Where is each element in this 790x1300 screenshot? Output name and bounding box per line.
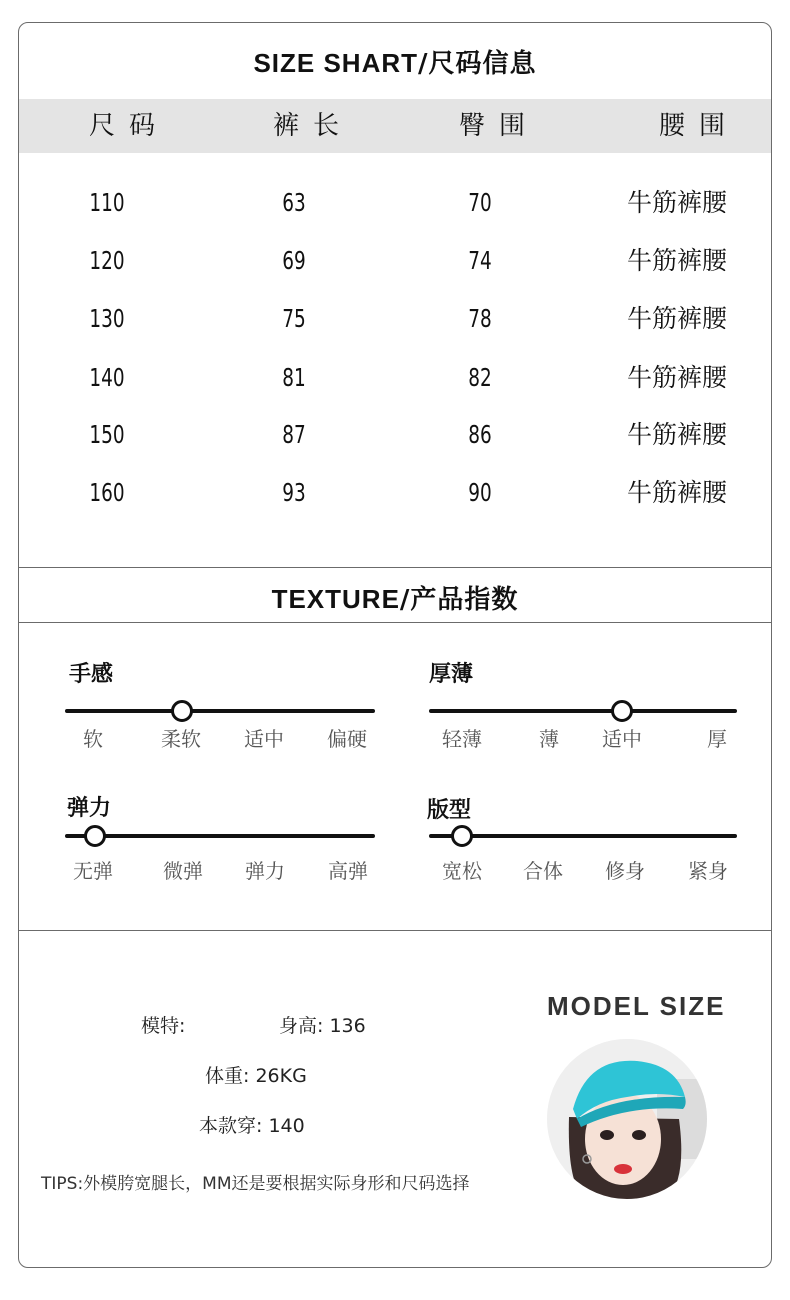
metric-tick: 宽松 [442, 859, 482, 883]
model-label: 模特: [141, 1015, 186, 1037]
metric-tick: 合体 [523, 859, 563, 883]
table-row [19, 473, 771, 513]
metric-title: 版型 [427, 798, 472, 823]
model-weight: 体重: 26KG [205, 1065, 307, 1087]
metric-tick: 厚 [707, 727, 727, 751]
waist-value: 牛筋裤腰 [626, 246, 727, 275]
length-value: 87 [282, 420, 306, 449]
size-title-en: SIZE SHART [253, 48, 419, 78]
table-row [19, 299, 771, 339]
length-value: 93 [282, 478, 306, 507]
tips-text: TIPS:外模胯宽腿长，MM还是要根据实际身形和尺码选择 [41, 1174, 470, 1194]
metric-tick: 适中 [244, 727, 284, 751]
metric-track [65, 709, 375, 713]
length-value: 69 [282, 246, 306, 275]
length-value: 75 [282, 304, 306, 333]
hip-value: 86 [468, 420, 492, 449]
metric-tick: 薄 [539, 727, 559, 751]
table-row [19, 415, 771, 455]
table-row [19, 183, 771, 223]
metric-indicator [171, 700, 193, 722]
size-value: 130 [89, 304, 125, 333]
waist-value: 牛筋裤腰 [626, 304, 727, 333]
metric-tick: 修身 [605, 859, 645, 883]
size-section-title [19, 43, 771, 80]
model-portrait-icon [547, 1039, 707, 1199]
waist-value: 牛筋裤腰 [626, 420, 727, 449]
size-value: 140 [89, 363, 125, 392]
waist-value: 牛筋裤腰 [626, 363, 727, 392]
size-value: 150 [89, 420, 125, 449]
texture-section-title [19, 579, 771, 616]
metric-indicator [611, 700, 633, 722]
section-divider [19, 622, 771, 623]
hip-value: 82 [468, 363, 492, 392]
header-size: 尺码 [88, 111, 169, 141]
table-row [19, 358, 771, 398]
metric-tick: 无弹 [73, 859, 113, 883]
metric-title: 手感 [69, 662, 114, 687]
hip-value: 70 [468, 188, 492, 217]
header-hip: 臀围 [458, 111, 539, 141]
hip-value: 90 [468, 478, 492, 507]
metric-indicator [84, 825, 106, 847]
length-value: 63 [282, 188, 306, 217]
size-value: 160 [89, 478, 125, 507]
size-value: 120 [89, 246, 125, 275]
metric-tick: 软 [83, 727, 103, 751]
size-chart-card [18, 22, 772, 1268]
metric-tick: 紧身 [688, 859, 728, 883]
metric-tick: 适中 [602, 727, 642, 751]
model-size-title: MODEL SIZE [547, 991, 726, 1021]
size-value: 110 [89, 188, 125, 217]
metric-tick: 柔软 [161, 727, 201, 751]
header-length: 裤长 [272, 111, 353, 141]
metric-tick: 轻薄 [442, 727, 482, 751]
model-height: 身高: 136 [279, 1015, 366, 1037]
metric-tick: 微弹 [163, 859, 203, 883]
section-divider [19, 567, 771, 568]
metric-title: 弹力 [67, 796, 112, 821]
waist-value: 牛筋裤腰 [626, 478, 727, 507]
metric-indicator [451, 825, 473, 847]
metric-tick: 偏硬 [327, 727, 367, 751]
metric-track [429, 834, 737, 838]
waist-value: 牛筋裤腰 [626, 188, 727, 217]
header-waist: 腰围 [658, 111, 739, 141]
size-title-cn: /尺码信息 [418, 49, 537, 79]
length-value: 81 [282, 363, 306, 392]
texture-title-cn: /产品指数 [399, 585, 519, 615]
texture-title-en: TEXTURE [271, 584, 400, 614]
table-row [19, 241, 771, 281]
hip-value: 74 [468, 246, 492, 275]
section-divider [19, 930, 771, 931]
metric-tick: 弹力 [245, 859, 285, 883]
metric-title: 厚薄 [429, 662, 474, 687]
metric-track [429, 709, 737, 713]
size-table-header [19, 99, 771, 153]
metric-track [65, 834, 375, 838]
model-portrait-svg [547, 1039, 707, 1199]
hip-value: 78 [468, 304, 492, 333]
metric-tick: 高弹 [328, 859, 368, 883]
model-wears-size: 本款穿: 140 [199, 1115, 305, 1137]
